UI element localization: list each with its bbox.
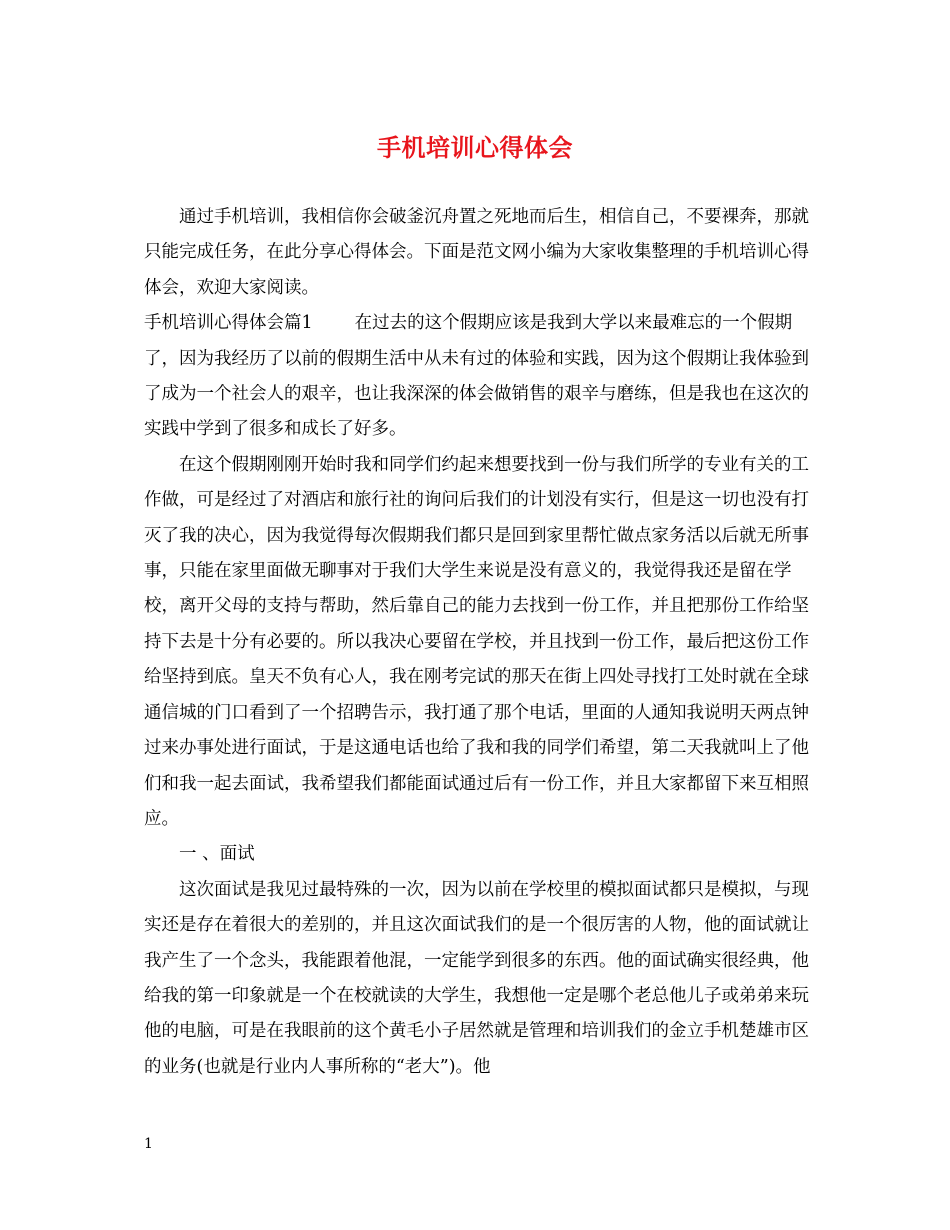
sub-heading: 一 、面试 xyxy=(179,844,255,865)
paragraph-2: 在这个假期刚刚开始时我和同学们约起来想要找到一份与我们所学的专业有关的工作做，可是经过了对酒店和旅行社的询问后我们的计划没有实行，但是这一切也没有打灭了我的决心，因为我觉得每次假期我们都只是回到家里帮忙做点家务活以后就无所事事，只能在家里面做无聊事对于我们大学生来说是没有意义的，我觉得我还是留在学校，离开父母的支持与帮助，然后靠自己的能力去找到一份工作，并且把那份工作给坚持下去是十分有必要的。所以我决心要留在学校，并且找到一份工作，最后把这份工作给坚持到底。皇天不负有心人，我在刚考完试的那天在街上四处寻找打工处时就在全球通信城的门口看到了一个招聘告示，我打通了那个电话，里面的人通知我说明天两点钟过来办事处进行面试，于是这通电话也给了我和我的同学们希望，第二天我就叫上了他们和我一起去面试，我希望我们都能面试通过后有一份工作，并且大家都留下来互相照应。 xyxy=(144,454,809,829)
document-title: 手机培训心得体会 xyxy=(377,133,573,162)
section-paragraph xyxy=(144,306,809,448)
paragraph-3: 这次面试是我见过最特殊的一次，因为以前在学校里的模拟面试都只是模拟，与现实还是存在着很大的差别的，并且这次面试我们的是一个很厉害的人物，他的面试就让我产生了一个念头，我能跟着他混，一定能学到很多的东西。他的面试确实很经典，他给我的第一印象就是一个在校就读的大学生，我想他一定是哪个老总他儿子或弟弟来玩他的电脑，可是在我眼前的这个黄毛小子居然就是管理和培训我们的金立手机楚雄市区的业务(也就是行业内人事所称的“老大”)。他 xyxy=(144,879,809,1077)
intro-paragraph: 通过手机培训，我相信你会破釜沉舟置之死地而后生，相信自己，不要裸奔，那就只能完成任务，在此分享心得体会。下面是范文网小编为大家收集整理的手机培训心得体会，欢迎大家阅读。 xyxy=(144,207,809,298)
section-label: 手机培训心得体会篇1 xyxy=(144,313,313,334)
document-body xyxy=(144,200,809,1085)
page-number: 1 xyxy=(144,1136,153,1152)
paragraph-1: 在过去的这个假期应该是我到大学以来最难忘的一个假期了，因为我经历了以前的假期生活中从未有过的体验和实践，因为这个假期让我体验到了成为一个社会人的艰辛，也让我深深的体会做销售的艰辛与磨练，但是我也在这次的实践中学到了很多和成长了好多。 xyxy=(144,313,809,440)
